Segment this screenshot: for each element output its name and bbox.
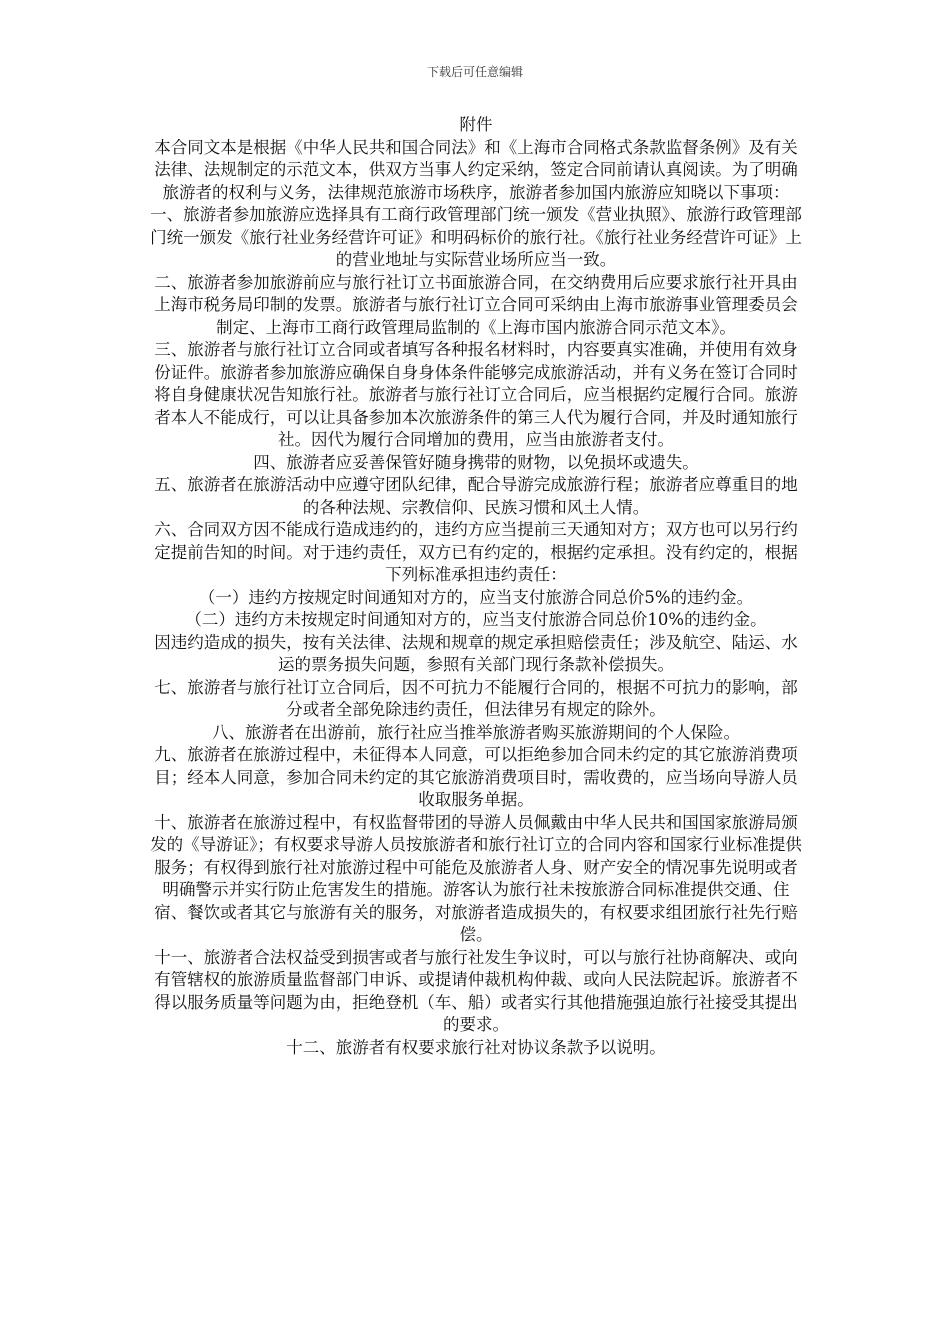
clause-6-item-1: （一）违约方按规定时间通知对方的，应当支付旅游合同总价5%的违约金。 (198, 587, 754, 607)
clause-1-paragraph: 一、旅游者参加旅游应选择具有工商行政管理部门统一颁发《营业执照》、旅游行政管理部门统一颁发《旅行社业务经营许可证》和明码标价的旅行社。《旅行社业务经营许可证》上的营业地址与实际营业场所应当一致。 (150, 205, 802, 269)
clause-6-paragraph: 六、合同双方因不能成行造成违约的，违约方应当提前三天通知对方；双方也可以另行约定提前告知的时间。对于违约责任，双方已有约定的，根据约定承担。没有约定的，根据下列标准承担违约责任： (154, 520, 798, 584)
page-header-note: 下载后可任意编辑 (426, 65, 523, 79)
clause-8-paragraph: 八、旅游者在出游前，旅行社应当推举旅游者购买旅游期间的个人保险。 (212, 722, 740, 742)
clause-6-item-2: （二）违约方未按规定时间通知对方的，应当支付旅游合同总价10%的违约金。 (185, 610, 767, 629)
document-title: 附件 (459, 115, 493, 134)
clause-4-paragraph: 四、旅游者应妥善保管好随身携带的财物，以免损坏或遗失。 (253, 452, 699, 472)
clause-5-paragraph: 五、旅游者在旅游活动中应遵守团队纪律，配合导游完成旅游行程；旅游者应尊重目的地的各种法规、宗教信仰、民族习惯和风土人情。 (154, 475, 798, 517)
clause-12-paragraph: 十二、旅游者有权要求旅行社对协议条款予以说明。 (286, 1037, 666, 1057)
clause-10-paragraph: 十、旅游者在旅游过程中，有权监督带团的导游人员佩戴由中华人民共和国国家旅游局颁发的《导游证》；有权要求导游人员按旅游者和旅行社订立的合同内容和国家行业标准提供服务；有权得到旅行社对旅游过程中可能危及旅游者人身、财产安全的情况事先说明或者明确警示并实行防止危害发生的措施。游客认为旅行社未按旅游合同标准提供交通、住宿、餐饮或者其它与旅游有关的服务，对旅游者造成损失的，有权要求组团旅行社先行赔偿。 (150, 812, 802, 944)
clause-6-damages-paragraph: 因违约造成的损失，按有关法律、法规和规章的规定承担赔偿责任；涉及航空、陆运、水运的票务损失问题，参照有关部门现行条款补偿损失。 (154, 632, 798, 674)
clause-11-paragraph: 十一、旅游者合法权益受到损害或者与旅行社发生争议时，可以与旅行社协商解决、或向有管辖权的旅游质量监督部门申诉、或提请仲裁机构仲裁、或向人民法院起诉。旅游者不得以服务质量等问题为由，拒绝登机（车、船）或者实行其他措施强迫旅行社接受其提出的要求。 (154, 947, 798, 1034)
clause-2-paragraph: 二、旅游者参加旅游前应与旅行社订立书面旅游合同，在交纳费用后应要求旅行社开具由上海市税务局印制的发票。旅游者与旅行社订立合同可采纳由上海市旅游事业管理委员会制定、上海市工商行政管理局监制的《上海市国内旅游合同示范文本》。 (154, 272, 798, 337)
document-body (150, 114, 802, 1059)
clause-7-paragraph: 七、旅游者与旅行社订立合同后，因不可抗力不能履行合同的，根据不可抗力的影响，部分或者全部免除违约责任，但法律另有规定的除外。 (154, 677, 798, 719)
intro-paragraph: 本合同文本是根据《中华人民共和国合同法》和《上海市合同格式条款监督条例》及有关法律、法规制定的示范文本，供双方当事人约定采纳，签定合同前请认真阅读。为了明确旅游者的权利与义务，法律规范旅游市场秩序，旅游者参加国内旅游应知晓以下事项： (154, 137, 798, 202)
clause-3-paragraph: 三、旅游者与旅行社订立合同或者填写各种报名材料时，内容要真实准确，并使用有效身份证件。旅游者参加旅游应确保自身身体条件能够完成旅游活动，并有义务在签订合同时将自身健康状况告知旅行社。旅游者与旅行社订立合同后，应当根据约定履行合同。旅游者本人不能成行，可以让具备参加本次旅游条件的第三人代为履行合同，并及时通知旅行社。因代为履行合同增加的费用，应当由旅游者支付。 (154, 340, 798, 449)
clause-9-paragraph: 九、旅游者在旅游过程中，未征得本人同意，可以拒绝参加合同未约定的其它旅游消费项目；经本人同意，参加合同未约定的其它旅游消费项目时，需收费的，应当场向导游人员收取服务单据。 (154, 745, 798, 809)
